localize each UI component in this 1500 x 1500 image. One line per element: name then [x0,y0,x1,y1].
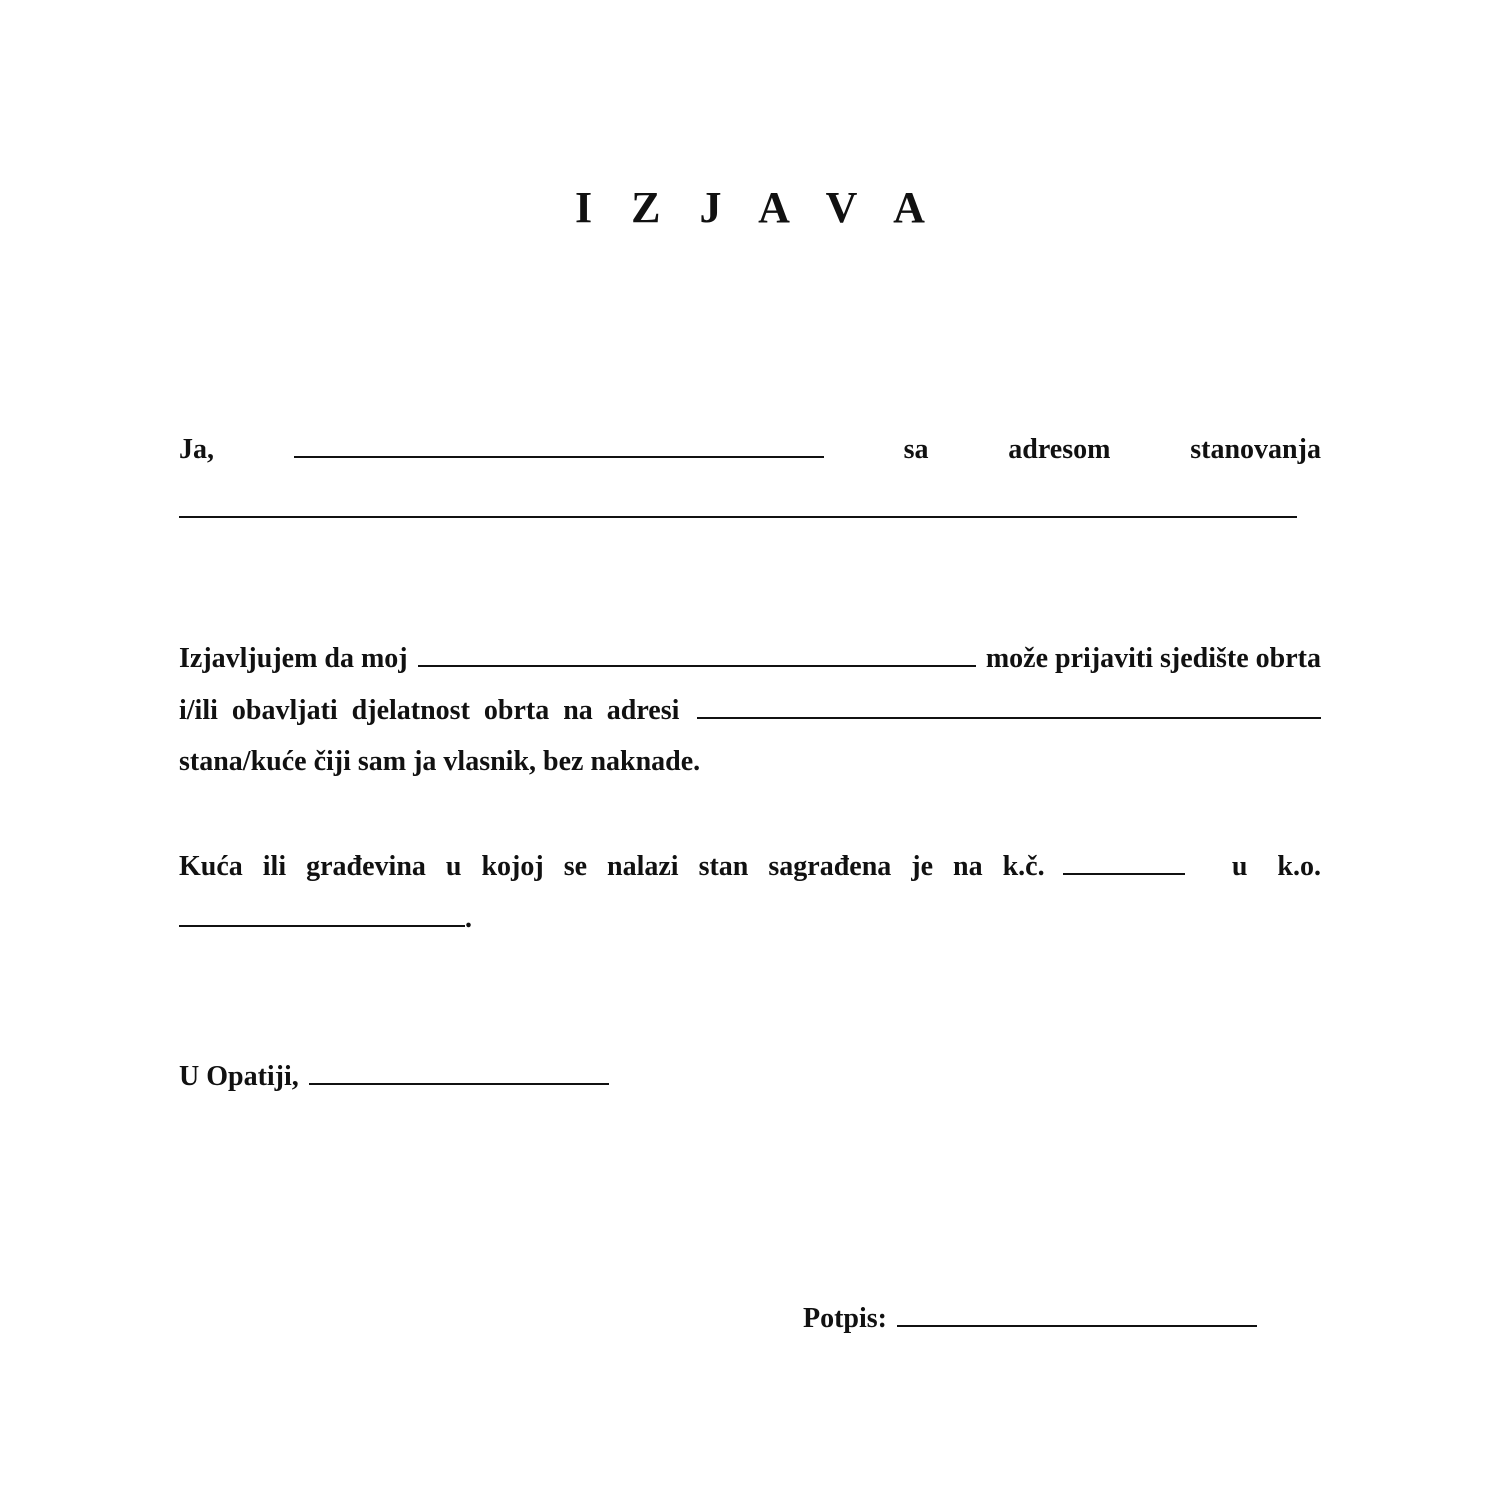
statement-line-2 [179,693,1321,728]
business-field[interactable] [418,641,976,667]
declarant-line [179,432,1321,467]
name-field[interactable] [294,432,824,458]
address-field[interactable] [179,492,1297,518]
date-field[interactable] [309,1059,609,1085]
parcel-line [179,849,1321,884]
cadastral-line [179,901,1321,936]
sa-label: sa [903,434,929,465]
adresom-label: adresom [1008,434,1111,465]
statement-line-1 [179,641,1321,676]
cadastral-label: u k.o. [1231,851,1321,882]
address-line [179,492,1321,527]
document-title: I Z J A V A [575,183,939,232]
signature-line [803,1301,1257,1336]
statement-prefix: Izjavljujem da moj [179,643,408,674]
statement-line-3: stana/kuće čiji sam ja vlasnik, bez naknade. [179,746,701,777]
parcel-number-field[interactable] [1063,849,1185,875]
place-label: U Opatiji, [179,1061,299,1092]
stanovanja-label: stanovanja [1190,434,1321,465]
statement-suffix: može prijaviti sjedište obrta [985,643,1321,674]
place-date-line [179,1059,1321,1094]
business-address-field[interactable] [697,693,1321,719]
parcel-prefix: Kuća ili građevina u kojoj se nalazi stan sagrađena je na k.č. [179,851,1045,882]
ja-label: Ja, [179,434,214,465]
period: . [465,903,472,934]
activity-prefix: i/ili obavljati djelatnost obrta na adresi [179,695,680,726]
signature-field[interactable] [897,1301,1257,1327]
signature-label: Potpis: [803,1303,887,1334]
cadastral-municipality-field[interactable] [179,901,465,927]
